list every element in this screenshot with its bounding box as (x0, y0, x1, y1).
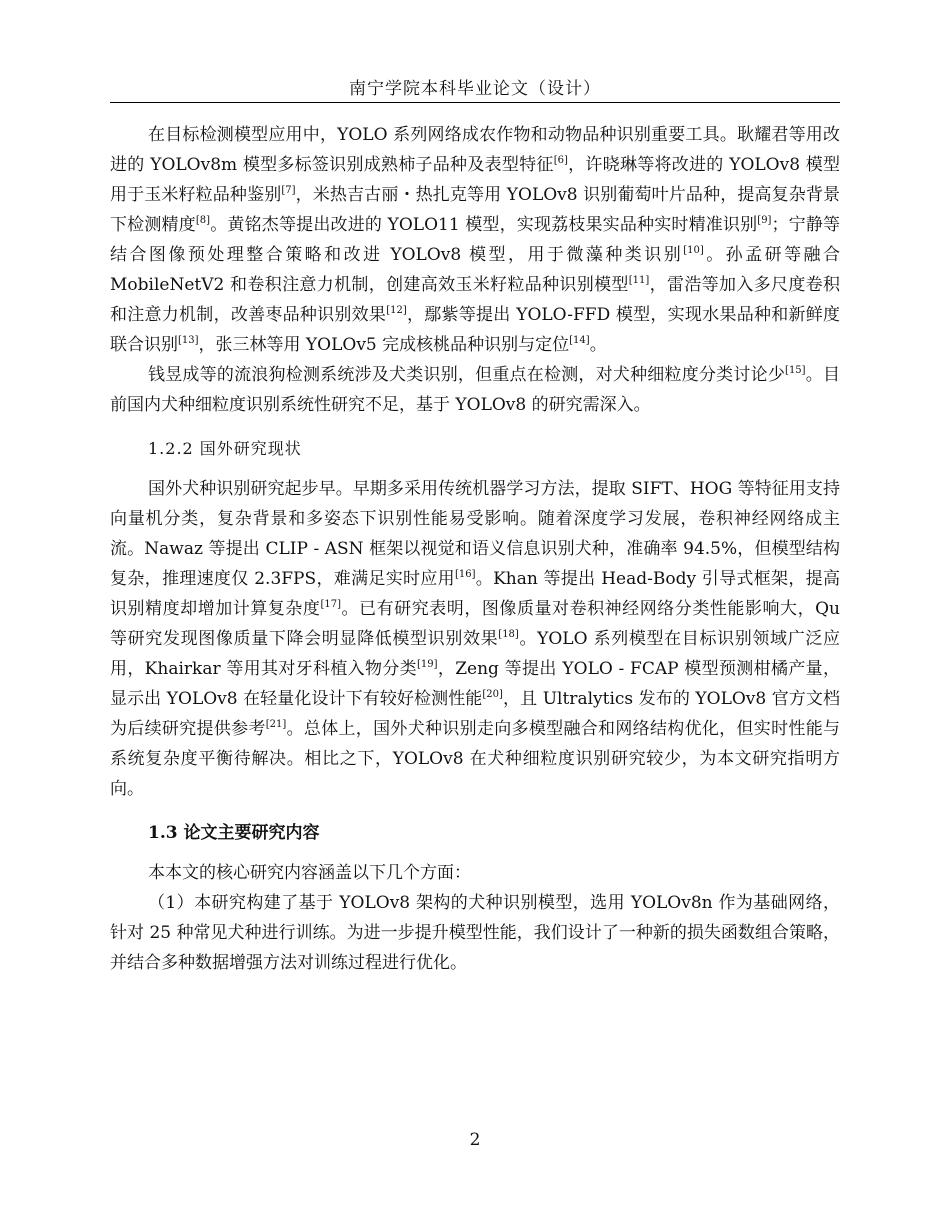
paragraph-content-intro: 本本文的核心研究内容涵盖以下几个方面： (148, 863, 471, 883)
subsection-heading: 1.2.2 国外研究现状 (148, 439, 302, 458)
page-number: 2 (469, 1130, 481, 1150)
text-run: ，Zeng 等提出 YOLO - FCAP 模型预测柑橘产量，显示出 YOLOv8 在轻量化设计下有较好检测性能 (110, 659, 840, 709)
text-run: ，且 Ultralytics 发布的 YOLOv8 官方文档为后续研究提供参考 (110, 689, 840, 739)
citation-ref: [8] (195, 215, 211, 226)
text-run: 。孙孟研等融合 MobileNetV2 和卷积注意力机制，创建高效玉米籽粒品种识别模型 (110, 245, 840, 295)
text-run: 钱昱成等的流浪狗检测系统涉及犬类识别，但重点在检测，对犬种细粒度分类讨论少 (148, 365, 786, 385)
citation-ref: [11] (628, 275, 650, 286)
citation-ref: [18] (498, 629, 519, 640)
citation-ref: [21] (265, 719, 287, 730)
text-run: 国外犬种识别研究起步早。早期多采用传统机器学习方法，提取 SIFT、HOG 等特征用支持向量机分类，复杂背景和多姿态下识别性能易受影响。随着深度学习发展，卷积神经网络成主流。Nawaz 等提出 CLIP - ASN 框架以视觉和语义信息识别犬种，准确率 94.5%，但模型结构复杂，推理速度仅 2.3FPS，难满足实时应用 (110, 479, 840, 589)
citation-ref: [10] (683, 245, 704, 256)
text-run: ，米热吉古丽・热扎克等用 YOLOv8 识别葡萄叶片品种，提高复杂背景下检测精度 (110, 185, 840, 235)
text-run: ，鄢紫等提出 YOLO-FFD 模型，实现水果品种和新鲜度联合识别 (110, 305, 841, 355)
text-run: ，张三林等用 YOLOv5 完成核桃品种识别与定位 (198, 335, 570, 355)
text-run: 在目标检测模型应用中，YOLO 系列网络成农作物和动物品种识别重要工具。耿耀君等用改进的 YOLOv8m 模型多标签识别成熟柿子品种及表型特征 (110, 125, 840, 175)
citation-ref: [6] (553, 155, 568, 166)
header-rule (110, 102, 840, 103)
citation-ref: [20] (482, 689, 503, 700)
paragraph-domestic-yolo (110, 120, 840, 360)
text-run: 。YOLO 系列模型在目标识别领域广泛应用，Khairkar 等用其对牙科植入物分类 (110, 629, 841, 679)
running-header: 南宁学院本科毕业论文（设计） (349, 79, 601, 99)
citation-ref: [15] (785, 365, 806, 376)
document-body (110, 120, 840, 978)
citation-ref: [9] (757, 215, 772, 226)
text-run: 。目前国内犬种细粒度识别系统性研究不足，基于 YOLOv8 的研究需深入。 (110, 365, 841, 415)
text-run: ，雷浩等加入多尺度卷积和注意力机制，改善枣品种识别效果 (110, 275, 840, 325)
citation-ref: [19] (417, 659, 438, 670)
text-run: 。总体上，国外犬种识别走向多模型融合和网络结构优化，但实时性能与系统复杂度平衡待解决。相比之下，YOLOv8 在犬种细粒度识别研究较少，为本文研究指明方向。 (110, 719, 841, 799)
citation-ref: [12] (386, 305, 407, 316)
text-run: 。已有研究表明，图像质量对卷积神经网络分类性能影响大，Qu 等研究发现图像质量下降会明显降低模型识别效果 (110, 599, 841, 649)
citation-ref: [17] (320, 599, 342, 610)
text-run: 。 (589, 335, 607, 355)
citation-ref: [16] (454, 569, 476, 580)
paragraph-content-item-1: （1）本研究构建了基于 YOLOv8 架构的犬种识别模型，选用 YOLOv8n 作为基础网络，针对 25 种常见犬种进行训练。为进一步提升模型性能，我们设计了一种新的损失函数组合策略，并结合多种数据增强方法对训练过程进行优化。 (110, 893, 840, 973)
text-run: ；宁静等结合图像预处理整合策略和改进 YOLOv8 模型，用于微藻种类识别 (110, 215, 841, 265)
text-run: ，许晓琳等将改进的 YOLOv8 模型用于玉米籽粒品种鉴别 (110, 155, 840, 205)
citation-ref: [7] (281, 185, 296, 196)
section-heading: 1.3 论文主要研究内容 (148, 823, 320, 843)
text-run: 。Khan 等提出 Head-Body 引导式框架，提高识别精度却增加计算复杂度 (110, 569, 840, 619)
citation-ref: [14] (569, 335, 590, 346)
text-run: 。黄铭杰等提出改进的 YOLO11 模型，实现荔枝果实品种实时精准识别 (210, 215, 758, 235)
citation-ref: [13] (178, 335, 199, 346)
paragraph-domestic-summary (110, 360, 840, 420)
paragraph-foreign-research (110, 474, 840, 804)
